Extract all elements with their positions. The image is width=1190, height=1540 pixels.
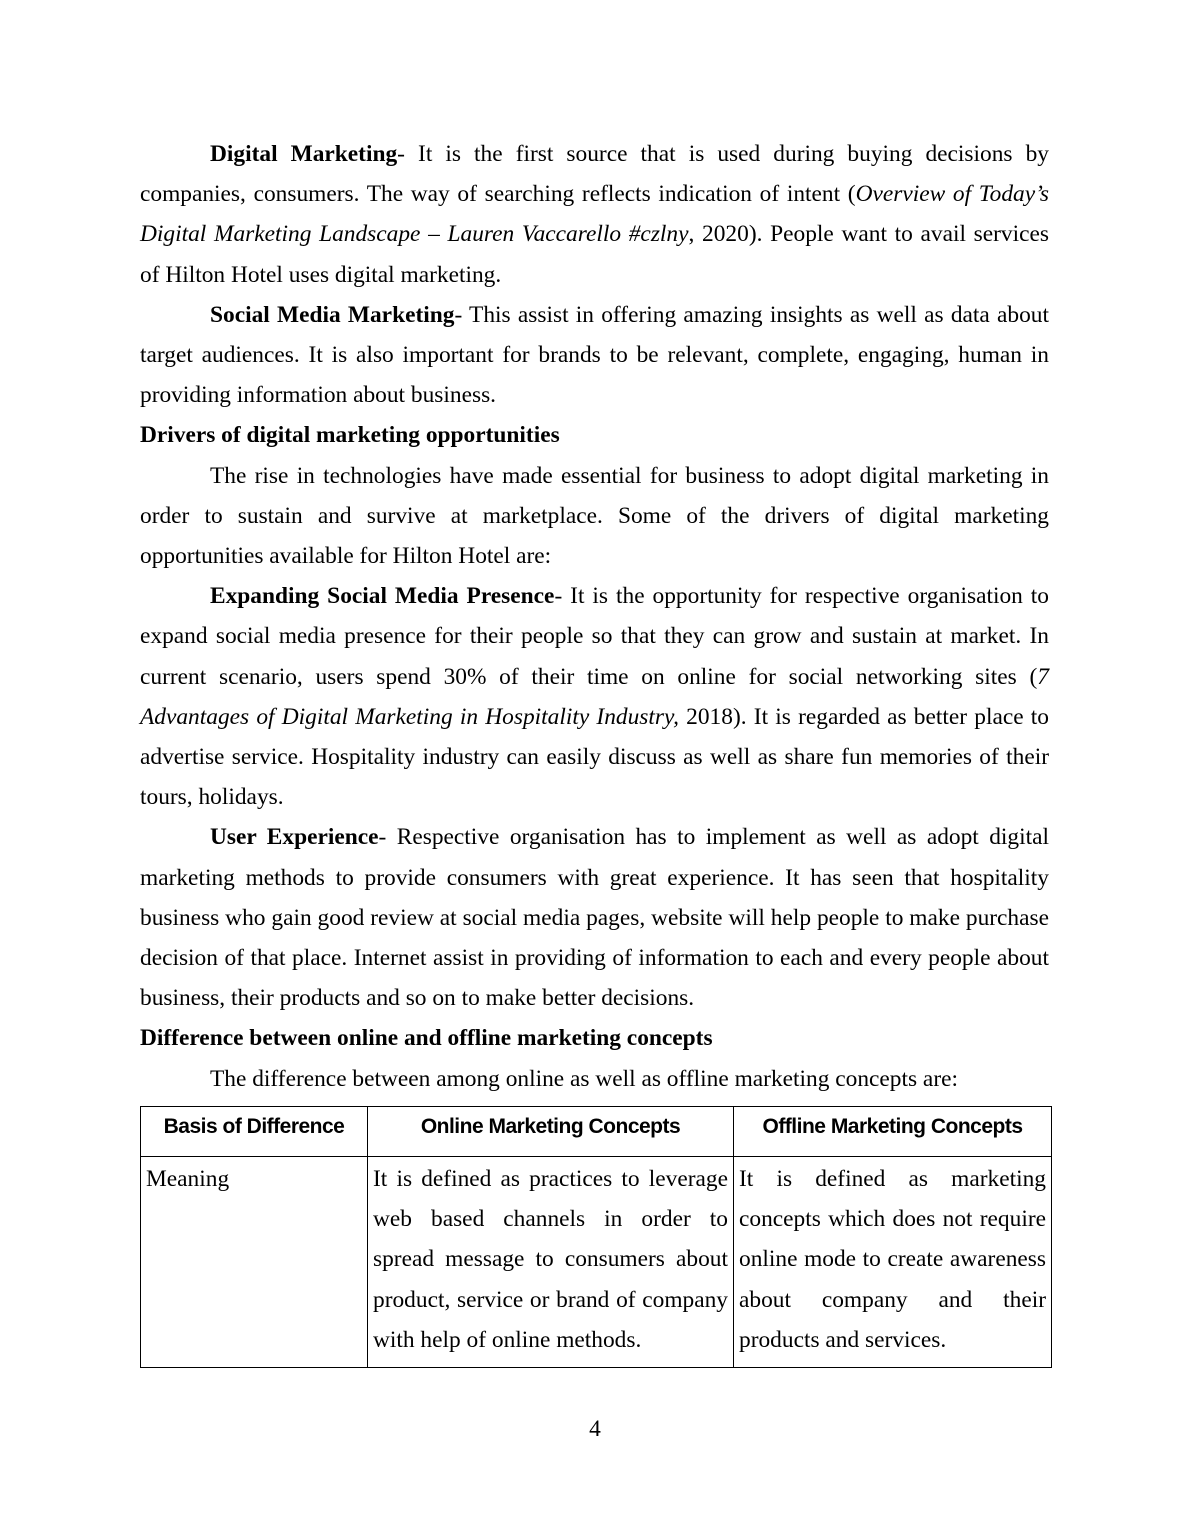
- paragraph-difference-intro: The difference between among online as well as offline marketing concepts are:: [210, 1065, 958, 1092]
- table-row: [141, 1157, 1052, 1368]
- paragraph-digital-marketing: [140, 134, 1049, 295]
- term-label: Expanding Social Media Presence: [210, 583, 555, 610]
- text: - It is the opportunity for respective organisation to expand social media presence for their people so that they can grow and sustain at market. In current scenario, users spend 30% of their time on online for social networking sites (: [140, 583, 1050, 690]
- text: 2018). It is regarded as better place to advertise service. Hospitality industry can easily discuss as well as share fun memories of their tours, holidays.: [140, 703, 1049, 811]
- table-header-row: [141, 1107, 1052, 1157]
- column-header: Basis of Difference: [141, 1107, 368, 1157]
- table-cell: Meaning: [141, 1157, 368, 1368]
- term-label: Digital Marketing: [210, 141, 398, 167]
- table-cell: It is defined as practices to leverage web based channels in order to spread message to consumers about product, service or brand of company with help of online methods.: [368, 1157, 734, 1368]
- page-number: 4: [589, 1416, 601, 1442]
- document-body: [140, 134, 1049, 1099]
- text: - Respective organisation has to implement as well as adopt digital marketing methods to provide consumers with great experience. It has seen that hospitality business who gain good review at social media pages, website will help people to make purchase decision of that place. Internet assist in providing of information to each and every people about business, their products and so on to make better decisions.: [140, 824, 1050, 1012]
- term-label: Social Media Marketing: [210, 301, 455, 328]
- comparison-table: [140, 1106, 1052, 1368]
- text: - This assist in offering amazing insights as well as data about target audiences. It is also important for brands to be relevant, complete, engaging, human in providing information about business.: [140, 301, 1049, 409]
- text: - It is the first source that is used during buying decisions by companies, consumers. The way of searching reflects indication of intent (: [140, 141, 1049, 208]
- citation: Overview of Today’s Digital Marketing Landscape – Lauren Vaccarello #czlny: [140, 181, 1049, 248]
- paragraph-social-media-marketing: [140, 295, 1049, 416]
- term-label: User Experience: [210, 824, 379, 851]
- paragraph-drivers-intro: The rise in technologies have made essential for business to adopt digital marketing in order to sustain and survive at marketplace. Some of the drivers of digital marketing opportunities available for Hilton Hotel are:: [140, 462, 1049, 570]
- text: , 2020). People want to avail services of Hilton Hotel uses digital marketing.: [140, 221, 1049, 288]
- table-cell: It is defined as marketing concepts which does not require online mode to create awareness about company and their products and services.: [734, 1157, 1052, 1368]
- column-header: Offline Marketing Concepts: [734, 1107, 1052, 1157]
- column-header: Online Marketing Concepts: [368, 1107, 734, 1157]
- citation: 7 Advantages of Digital Marketing in Hospitality Industry,: [140, 663, 1049, 730]
- paragraph-user-experience: [140, 817, 1049, 1018]
- paragraph-expanding-social-media: [140, 576, 1049, 817]
- heading-difference: Difference between online and offline marketing concepts: [140, 1025, 713, 1052]
- heading-drivers: Drivers of digital marketing opportunities: [140, 422, 560, 449]
